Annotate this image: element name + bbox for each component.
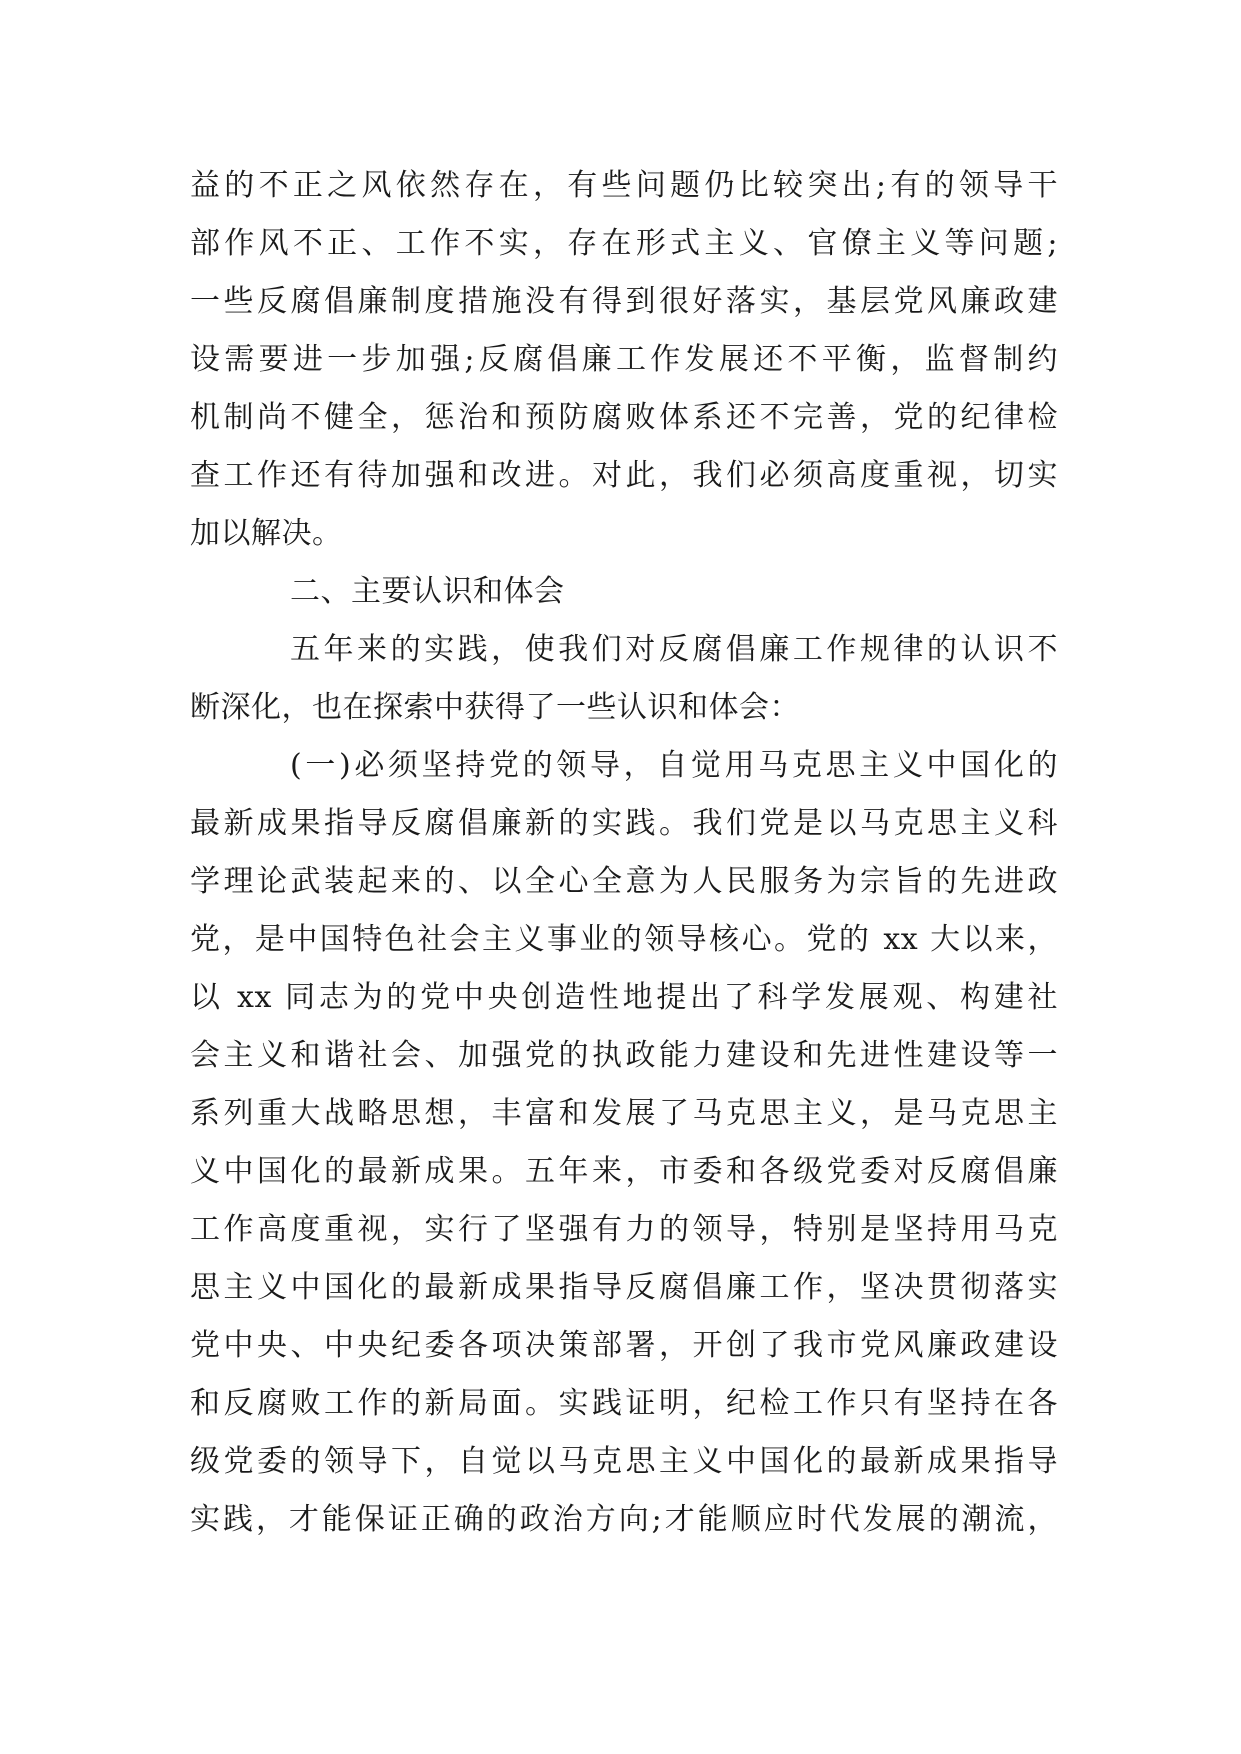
text-line: 党中央、中央纪委各项决策部署，开创了我市党风廉政建设: [190, 1328, 1058, 1363]
text-line: 部作风不正、工作不实，存在形式主义、官僚主义等问题;: [190, 226, 1058, 261]
text-line: 会主义和谐社会、加强党的执政能力建设和先进性建设等一: [190, 1038, 1058, 1073]
text-line: 五年来的实践，使我们对反腐倡廉工作规律的认识不: [290, 632, 1058, 667]
body-text: [190, 157, 1058, 1549]
text-line: 工作高度重视，实行了坚强有力的领导，特别是坚持用马克: [190, 1212, 1058, 1247]
section-heading: 二、主要认识和体会: [290, 574, 565, 609]
text-line: 和反腐败工作的新局面。实践证明，纪检工作只有坚持在各: [190, 1386, 1058, 1421]
text-line: 党，是中国特色社会主义事业的领导核心。党的 xx 大以来，: [190, 922, 1058, 957]
text-line: 系列重大战略思想，丰富和发展了马克思主义，是马克思主: [190, 1096, 1058, 1131]
text-line: 一些反腐倡廉制度措施没有得到很好落实，基层党风廉政建: [190, 284, 1058, 319]
text-line: 断深化，也在探索中获得了一些认识和体会：: [190, 690, 800, 725]
text-line: 以 xx 同志为的党中央创造性地提出了科学发展观、构建社: [190, 980, 1058, 1015]
text-line: (一)必须坚持党的领导，自觉用马克思主义中国化的: [290, 748, 1058, 783]
text-line: 加以解决。: [190, 516, 343, 551]
text-line: 设需要进一步加强;反腐倡廉工作发展还不平衡，监督制约: [190, 342, 1058, 377]
text-line: 查工作还有待加强和改进。对此，我们必须高度重视，切实: [190, 458, 1058, 493]
text-line: 学理论武装起来的、以全心全意为人民服务为宗旨的先进政: [190, 864, 1058, 899]
text-line: 实践，才能保证正确的政治方向;才能顺应时代发展的潮流，: [190, 1502, 1058, 1537]
text-line: 思主义中国化的最新成果指导反腐倡廉工作，坚决贯彻落实: [190, 1270, 1058, 1305]
text-line: 最新成果指导反腐倡廉新的实践。我们党是以马克思主义科: [190, 806, 1058, 841]
text-line: 义中国化的最新成果。五年来，市委和各级党委对反腐倡廉: [190, 1154, 1058, 1189]
text-line: 机制尚不健全，惩治和预防腐败体系还不完善，党的纪律检: [190, 400, 1058, 435]
text-line: 益的不正之风依然存在，有些问题仍比较突出;有的领导干: [190, 168, 1058, 203]
text-line: 级党委的领导下，自觉以马克思主义中国化的最新成果指导: [190, 1444, 1058, 1479]
